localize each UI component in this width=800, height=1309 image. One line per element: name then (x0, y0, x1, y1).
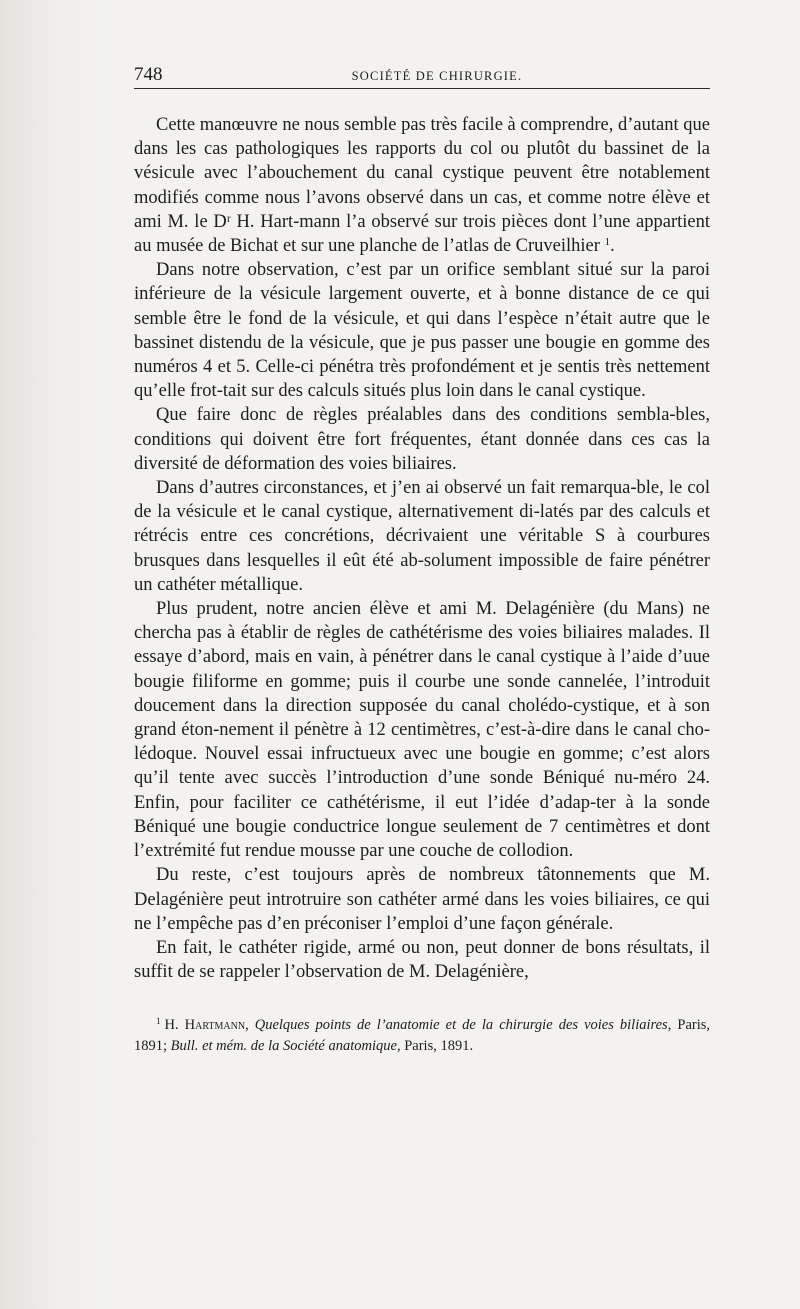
book-page (134, 62, 710, 1072)
paragraph-6: Du reste, c’est toujours après de nombreux tâtonnements que M. Delagénière peut introtruire son cathéter armé dans les voies biliaires, ce qui ne l’empêche pas d’en préconiser l’emploi d’une façon générale. (134, 865, 710, 934)
running-title: SOCIÉTÉ DE CHIRURGIE. (351, 69, 523, 83)
footnote-author: H. Hartmann (164, 1017, 246, 1034)
paragraph-7: En fait, le cathéter rigide, armé ou non, peut donner de bons résultats, il suffit de se rappeler l’observation de M. Delagénière, (134, 937, 710, 983)
paragraph-5: Plus prudent, notre ancien élève et ami M. Delagénière (du Mans) ne chercha pas à établir de règles de cathétérisme des voies biliaires malades. Il essaye d’abord, mais en vain, à pénétrer dans le canal cystique à l’aide d’uue bougie filiforme en gomme; puis il courbe une sonde cannelée, l’introduit doucement dans la direction supposée du canal cholédo-cystique, et à son grand éton-nement il pénètre à 12 centimètres, c’est-à-dire dans le canal cho-lédoque. Nouvel essai infructueux avec une bougie en gomme; c’est alors qu’il tente avec succès l’introduction d’une sonde Béniqué nu-méro 24. Enfin, pour faciliter ce cathétérisme, il eut l’idée d’adap-ter à la sonde Béniqué une bougie conductrice longue seulement de 7 centimètres et dont l’extrémité fut rendue mousse par une couche de collodion. (134, 599, 710, 862)
footnote-text: , Paris, 1891; (134, 1017, 710, 1055)
footnote-reference: 1 (604, 236, 611, 249)
paragraph-4: Dans d’autres circonstances, et j’en ai observé un fait remarqua-ble, le col de la vésicule et le canal cystique, alternativement di-latés par des calculs et rétrécis entre ces concrétions, décrivaient une véritable S à courbures brusques dans lesquelles il eût été ab-solument impossible de faire pénétrer un cathéter métallique. (134, 478, 710, 595)
footnote-marker: 1 (156, 1016, 161, 1027)
paragraph-2: Dans notre observation, c’est par un orifice semblant situé sur la paroi inférieure de la vésicule largement ouverte, et à bonne distance de ce qui semble être le fond de la vésicule, et qui dans l’espèce n’était autre que le bassinet distendu de la vésicule, que je pus passer une bougie en gomme des numéros 4 et 5. Celle-ci pénétra très profondément et je sentis très nettement qu’elle frot-tait sur des calculs situés plus loin dans le canal cystique. (134, 260, 710, 402)
running-header (134, 62, 710, 89)
footnote (134, 1015, 710, 1057)
footnote-title: Quelques points de l’anatomie et de la chirurgie des voies biliaires (254, 1017, 668, 1034)
footnote-title-2: Bull. et mém. de la Société anatomique (170, 1038, 397, 1055)
footnote-text: , (245, 1017, 255, 1034)
paragraph-text: Cette manœuvre ne nous semble pas très facile à comprendre, d’autant que dans les cas pathologiques les rapports du col ou plutôt du bassinet de la vésicule avec l’abouchement du canal cystique peuvent être notablement modifiés comme nous l’avons observé dans un cas, et comme notre élève et ami M. le Dʳ H. Hart-mann l’a observé sur trois pièces dont l’une appartient au musée de Bichat et sur une planche de l’atlas de Cruveilhier (134, 115, 710, 257)
paragraph-3: Que faire donc de règles préalables dans des conditions sembla-bles, conditions qui doivent être fort fréquentes, étant donnée dans ces cas la diversité de déformation des voies biliaires. (134, 405, 710, 474)
page-number: 748 (134, 64, 163, 85)
paragraph-text: . (610, 236, 615, 257)
footnote-text: , Paris, 1891. (396, 1038, 474, 1055)
paragraph-1 (134, 113, 710, 258)
body-text (134, 113, 710, 984)
page-edge-shading (0, 0, 110, 1309)
